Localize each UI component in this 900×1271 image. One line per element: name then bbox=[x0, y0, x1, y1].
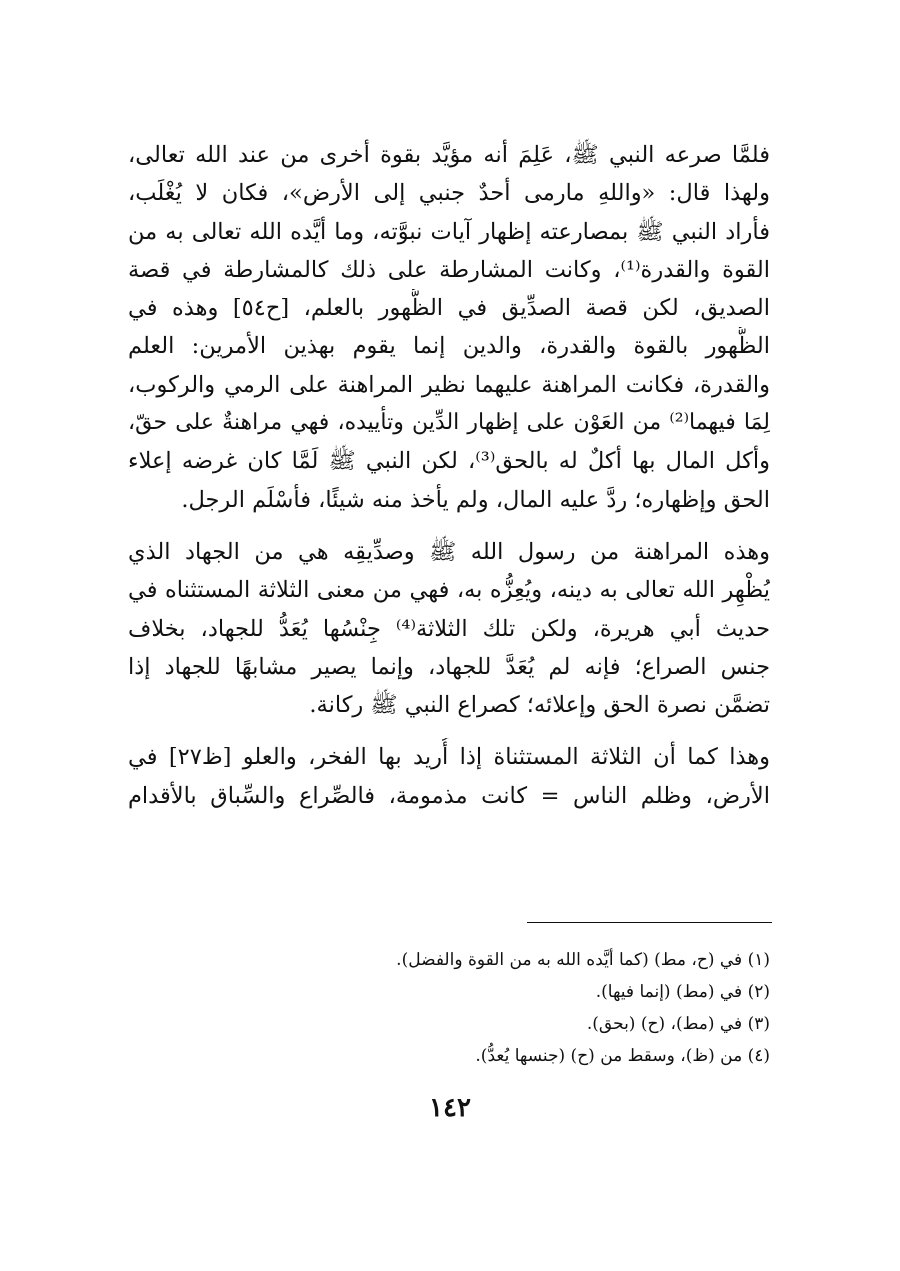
footnotes bbox=[170, 944, 770, 1072]
text-line: وهذه المراهنة من رسول الله ﷺ وصدِّيقِه هي من الجهاد الذي bbox=[128, 538, 770, 565]
text-line: فأراد النبي ﷺ بمصارعته إظهار آيات نبوَّته، وما أيَّده الله تعالى به من bbox=[128, 218, 770, 245]
footnote-3: (٣) في (مط)، (ح) (بحق). bbox=[586, 1014, 770, 1034]
paragraph-3 bbox=[128, 738, 770, 815]
text-line: الظُّهور بالقوة والقدرة، والدين إنما يقوم بهذين الأمرين: العلم bbox=[128, 333, 770, 360]
paragraph-2 bbox=[128, 533, 770, 724]
footnote-4: (٤) من (ظ)، وسقط من (ح) (جنسها يُعدُّ). bbox=[475, 1046, 770, 1066]
main-text bbox=[128, 136, 770, 815]
text-line: وهذا كما أن الثلاثة المستثناة إذا أُريد بها الفخر، والعلو [ظ٢٧] في bbox=[128, 744, 770, 771]
footnote-1: (١) في (ح، مط) (كما أيَّده الله به من القوة والفضل). bbox=[396, 950, 770, 970]
text-line: لِمَا فيهما⁽²⁾ من العَوْن على إظهار الدِّين وتأييده، فهي مراهنةٌ على حقّ، bbox=[128, 410, 770, 436]
page-number: ١٤٢ bbox=[429, 1093, 471, 1123]
text-line: والقدرة، فكانت المراهنة عليهما نظير المراهنة على الرمي والركوب، bbox=[128, 371, 770, 398]
text-line: القوة والقدرة⁽¹⁾، وكانت المشارطة على ذلك كالمشارطة في قصة bbox=[128, 256, 770, 283]
text-line: الحق وإظهاره؛ ردَّ عليه المال، ولم يأخذ منه شيئًا، فأسْلَم الرجل. bbox=[181, 486, 770, 513]
text-line: فلمَّا صرعه النبي ﷺ، عَلِمَ أنه مؤيَّد بقوة أخرى من عند الله تعالى، bbox=[128, 142, 770, 168]
text-line: الأرض، وظلم الناس = كانت مذمومة، فالصِّراع والسِّباق بالأقدام bbox=[128, 782, 770, 809]
paragraph-1 bbox=[128, 136, 770, 519]
text-line: ولهذا قال: «واللهِ مارمى أحدٌ جنبي إلى الأرض»، فكان لا يُغْلَب، bbox=[128, 180, 770, 207]
text-line: تضمَّن نصرة الحق وإعلائه؛ كصراع النبي ﷺ ركانة. bbox=[309, 692, 770, 719]
text-line: وأكل المال بها أكلٌ له بالحق⁽³⁾، لكن النبي ﷺ لَمَّا كان غرضه إعلاء bbox=[128, 448, 770, 475]
text-line: الصديق، لكن قصة الصدِّيق في الظُّهور بالعلم، [ح٥٤] وهذه في bbox=[128, 295, 770, 322]
footnote-2: (٢) في (مط) (إنما فيها). bbox=[595, 982, 770, 1002]
text-line: حديث أبي هريرة، ولكن تلك الثلاثة⁽⁴⁾ جِنْسُها يُعَدُّ للجهاد، بخلاف bbox=[128, 615, 770, 642]
text-line: يُظْهِر الله تعالى به دينه، ويُعِزُّه به، فهي من معنى الثلاثة المستثناه في bbox=[128, 577, 770, 604]
text-line: جنس الصراع؛ فإنه لم يُعَدَّ للجهاد، وإنما يصير مشابهًا للجهاد إذا bbox=[128, 653, 770, 680]
footnote-separator bbox=[527, 922, 772, 923]
